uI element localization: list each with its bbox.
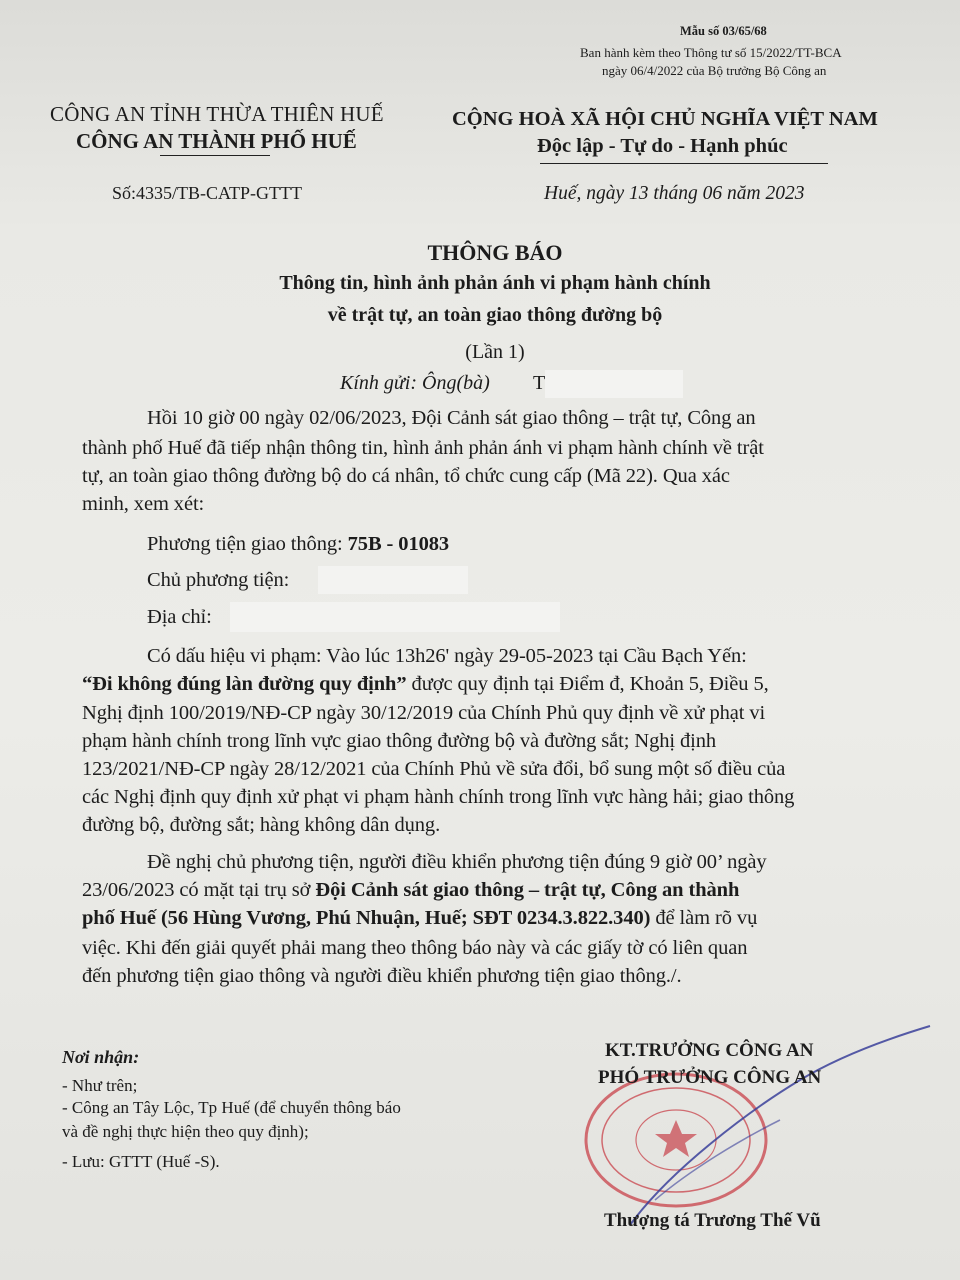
body-line: 123/2021/NĐ-CP ngày 28/12/2021 của Chính Phủ về sửa đổi, bổ sung một số điều của <box>82 758 786 780</box>
violation-basis: được quy định tại Điểm đ, Khoản 5, Điều 5, <box>406 673 769 695</box>
body-line: Nghị định 100/2019/NĐ-CP ngày 30/12/2019 của Chính Phủ quy định về xử phạt vi <box>82 702 766 724</box>
form-issued-line-1: Ban hành kèm theo Thông tư số 15/2022/TT-BCA <box>580 45 842 60</box>
national-motto: Độc lập - Tự do - Hạnh phúc <box>537 135 788 157</box>
violation-description: “Đi không đúng làn đường quy định” <box>82 673 407 695</box>
body-line: đến phương tiện giao thông và người điều khiển phương tiện giao thông./. <box>82 965 682 987</box>
appointment-office: Đội Cảnh sát giao thông – trật tự, Công an thành <box>315 879 740 901</box>
vehicle-plate: 75B - 01083 <box>347 533 450 555</box>
document-subtitle-1: Thông tin, hình ảnh phản ánh vi phạm hành chính <box>279 272 711 294</box>
owner-label: Chủ phương tiện: <box>147 569 290 591</box>
document-subtitle-2: về trật tự, an toàn giao thông đường bộ <box>327 304 663 326</box>
recipient-item: - Như trên; <box>62 1076 138 1095</box>
signatory-title-1: KT.TRƯỞNG CÔNG AN <box>605 1040 814 1061</box>
body-line: Có dấu hiệu vi phạm: Vào lúc 13h26' ngày 29-05-2023 tại Cầu Bạch Yến: <box>147 645 747 667</box>
body-line: phạm hành chính trong lĩnh vực giao thông đường bộ và đường sắt; Nghị định <box>82 730 717 752</box>
appointment-purpose: để làm rõ vụ <box>650 907 758 929</box>
appointment-address-line <box>82 907 757 930</box>
addressee-label: Kính gửi: Ông(bà) <box>340 372 490 394</box>
address-label: Địa chỉ: <box>147 606 212 628</box>
place-date: Huế, ngày 13 tháng 06 năm 2023 <box>544 183 805 204</box>
recipients-title: Nơi nhận: <box>62 1047 140 1067</box>
agency-sub-name: CÔNG AN THÀNH PHỐ HUẾ <box>76 129 357 153</box>
document-number: Số:4335/TB-CATP-GTTT <box>112 183 303 203</box>
form-code: Mẫu số 03/65/68 <box>680 24 767 38</box>
attempt-number: (Lần 1) <box>465 341 525 363</box>
form-issued-line-2: ngày 06/4/2022 của Bộ trưởng Bộ Công an <box>602 63 827 78</box>
document-title: THÔNG BÁO <box>427 240 563 265</box>
addressee-name: T <box>533 372 546 394</box>
body-line: Hồi 10 giờ 00 ngày 02/06/2023, Đội Cảnh sát giao thông – trật tự, Công an <box>147 407 756 429</box>
body-line: minh, xem xét: <box>82 493 205 515</box>
recipient-item: và đề nghị thực hiện theo quy định); <box>62 1122 309 1141</box>
national-title: CỘNG HOÀ XÃ HỘI CHỦ NGHĨA VIỆT NAM <box>452 108 878 130</box>
vehicle-label: Phương tiện giao thông: <box>147 533 348 555</box>
appointment-address: phố Huế (56 Hùng Vương, Phú Nhuận, Huế; SĐT 0234.3.822.340) <box>82 907 651 929</box>
redaction-box <box>230 602 560 632</box>
signatory-name: Thượng tá Trương Thế Vũ <box>604 1210 821 1231</box>
motto-underline <box>540 163 828 164</box>
body-line: các Nghị định quy định xử phạt vi phạm hành chính trong lĩnh vực hàng hải; giao thông <box>82 786 795 808</box>
signatory-title-2: PHÓ TRƯỞNG CÔNG AN <box>598 1067 822 1088</box>
violation-line <box>82 673 769 696</box>
body-line: việc. Khi đến giải quyết phải mang theo thông báo này và các giấy tờ có liên quan <box>82 937 748 959</box>
agency-underline <box>160 155 270 156</box>
body-line: Đề nghị chủ phương tiện, người điều khiển phương tiện đúng 9 giờ 00’ ngày <box>147 851 767 873</box>
body-line: đường bộ, đường sắt; hàng không dân dụng. <box>82 814 441 836</box>
body-line: thành phố Huế đã tiếp nhận thông tin, hình ảnh phản ánh vi phạm hành chính về trật <box>82 437 764 459</box>
redaction-box <box>545 370 683 398</box>
agency-name: CÔNG AN TỈNH THỪA THIÊN HUẾ <box>50 102 384 126</box>
redaction-box <box>318 566 468 594</box>
recipient-item: - Lưu: GTTT (Huế -S). <box>62 1152 220 1171</box>
body-line: tự, an toàn giao thông đường bộ do cá nhân, tổ chức cung cấp (Mã 22). Qua xác <box>82 465 730 487</box>
recipient-item: - Công an Tây Lộc, Tp Huế (để chuyển thông báo <box>62 1098 401 1117</box>
vehicle-line <box>147 533 449 556</box>
appointment-date: 23/06/2023 có mặt tại trụ sở <box>82 879 316 901</box>
appointment-line <box>82 879 739 902</box>
